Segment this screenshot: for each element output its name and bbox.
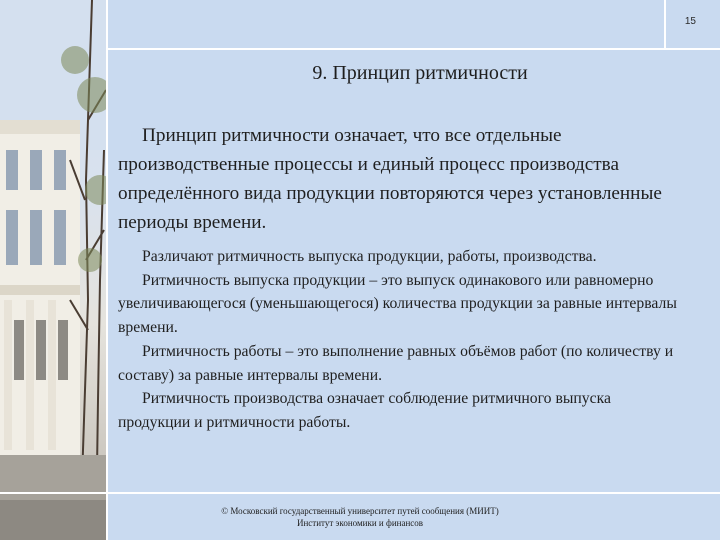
footer-institute: Институт экономики и финансов	[296, 518, 424, 528]
paragraph-work-rhythm: Ритмичность работы – это выполнение равных объёмов работ (по количеству и составу) за равные интервалы времени.	[118, 342, 674, 384]
frame-line-right-top	[664, 0, 666, 50]
frame-line-bottom	[0, 492, 720, 494]
building-photo	[0, 0, 108, 540]
slide-title: 9. Принцип ритмичности	[312, 62, 528, 84]
frame-line-top	[106, 48, 720, 50]
slide-number: 15	[684, 16, 696, 27]
main-paragraph: Принцип ритмичности означает, что все отдельные производственные процессы и единый процесс производства определённого вида продукции повторяются через установленные периоды времени.	[118, 125, 662, 233]
paragraph-types: Различают ритмичность выпуска продукции, работы, производства.	[142, 248, 597, 265]
slide-body	[118, 121, 686, 435]
frame-line-vertical	[106, 0, 108, 540]
footer-university: © Московский государственный университет путей сообщения (МИИТ)	[221, 506, 499, 516]
paragraph-output-rhythm: Ритмичность выпуска продукции – это выпуск одинакового или равномерно увеличивающегося (уменьшающегося) количества продукции за равные интервалы времени.	[118, 271, 677, 337]
footer	[160, 505, 560, 529]
paragraph-production-rhythm: Ритмичность производства означает соблюдение ритмичного выпуска продукции и ритмичности работы.	[118, 390, 611, 431]
